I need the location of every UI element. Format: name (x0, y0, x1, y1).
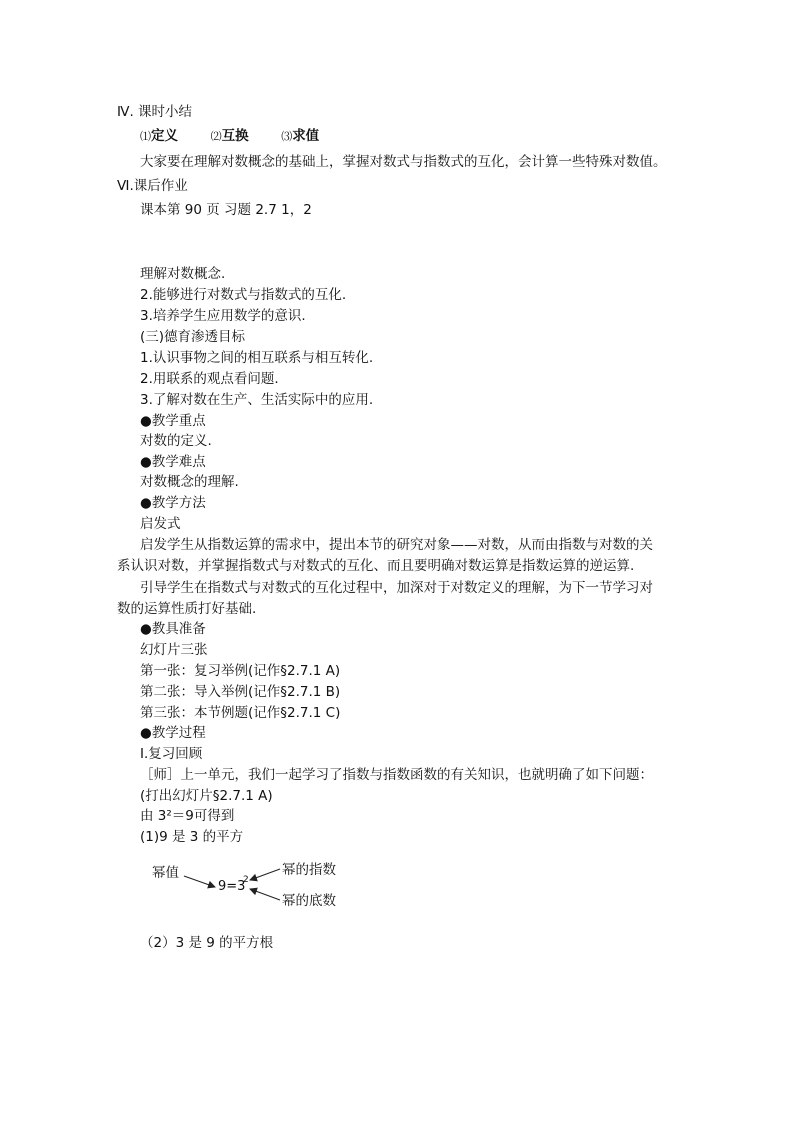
point-one: (1)9 是 3 的平方 (140, 829, 244, 845)
slide-reference: (打出幻灯片§2.7.1 A) (140, 788, 273, 804)
objective-line: (三)德育渗透目标 (140, 329, 246, 345)
objective-line: 2.能够进行对数式与指数式的互化. (140, 287, 347, 303)
method-paragraph: 启发学生从指数运算的需求中，提出本节的研究对象——对数，从而由指数与对数的关 (140, 537, 653, 553)
key-point-heading: ●教学重点 (140, 413, 206, 429)
derivation-text: 由 3²＝9可得到 (140, 808, 235, 824)
objective-line: 2.用联系的观点看问题. (140, 371, 279, 387)
teacher-text: ［师］上一单元，我们一起学习了指数与指数函数的有关知识，也就明确了如下问题： (140, 767, 653, 783)
summary-item-label: 求值 (292, 128, 320, 144)
method-paragraph: 数的运算性质打好基础. (117, 601, 257, 617)
summary-heading: Ⅳ. 课时小结 (117, 104, 193, 120)
difficulty-text: 对数概念的理解. (140, 474, 239, 490)
objective-line: 理解对数概念. (140, 266, 226, 282)
slide-item: 第三张：本节例题(记作§2.7.1 C) (140, 705, 341, 721)
summary-item-label: 互换 (221, 128, 249, 144)
review-heading: Ⅰ.复习回顾 (140, 746, 203, 762)
diagram-equation: 9=3 (218, 879, 246, 894)
arrow-to-exponent (250, 869, 280, 880)
difficulty-heading: ●教学难点 (140, 454, 206, 470)
method-heading: ●教学方法 (140, 495, 206, 511)
diagram-label-value: 幂值 (152, 865, 179, 881)
homework-heading: Ⅵ.课后作业 (117, 178, 188, 194)
arrow-to-value (184, 876, 215, 887)
objective-line: 1.认识事物之间的相互联系与相互转化. (140, 350, 374, 366)
summary-items (140, 126, 319, 147)
summary-text: 大家要在理解对数概念的基础上，掌握对数式与指数式的互化，会计算一些特殊对数值。 (140, 154, 667, 170)
objective-line: 3.了解对数在生产、生活实际中的应用. (140, 392, 374, 408)
slide-item: 第一张：复习举例(记作§2.7.1 A) (140, 663, 341, 679)
arrow-to-base (250, 889, 280, 900)
summary-item-label: 定义 (151, 128, 178, 144)
method-name: 启发式 (140, 516, 181, 532)
materials-heading: ●教具准备 (140, 621, 206, 637)
objective-line: 3.培养学生应用数学的意识. (140, 308, 306, 324)
homework-text: 课本第 90 页 习题 2.7 1，2 (140, 202, 312, 218)
summary-item-num: ⑵ (210, 130, 222, 143)
summary-item-num: ⑴ (140, 130, 151, 143)
materials-name: 幻灯片三张 (140, 642, 208, 658)
summary-item-num: ⑶ (281, 130, 293, 143)
power-diagram (140, 856, 360, 916)
method-paragraph: 引导学生在指数式与对数式的互化过程中，加深对于对数定义的理解，为下一节学习对 (140, 580, 653, 596)
key-point-text: 对数的定义. (140, 433, 212, 449)
method-paragraph: 系认识对数，并掌握指数式与对数式的互化、而且要明确对数运算是指数运算的逆运算. (117, 558, 635, 574)
point-two: （2）3 是 9 的平方根 (140, 935, 274, 951)
diagram-label-base: 幂的底数 (282, 893, 336, 909)
diagram-label-exponent: 幂的指数 (282, 862, 336, 878)
process-heading: ●教学过程 (140, 725, 206, 741)
slide-item: 第二张：导入举例(记作§2.7.1 B) (140, 684, 341, 700)
diagram-exponent: 2 (243, 875, 249, 885)
